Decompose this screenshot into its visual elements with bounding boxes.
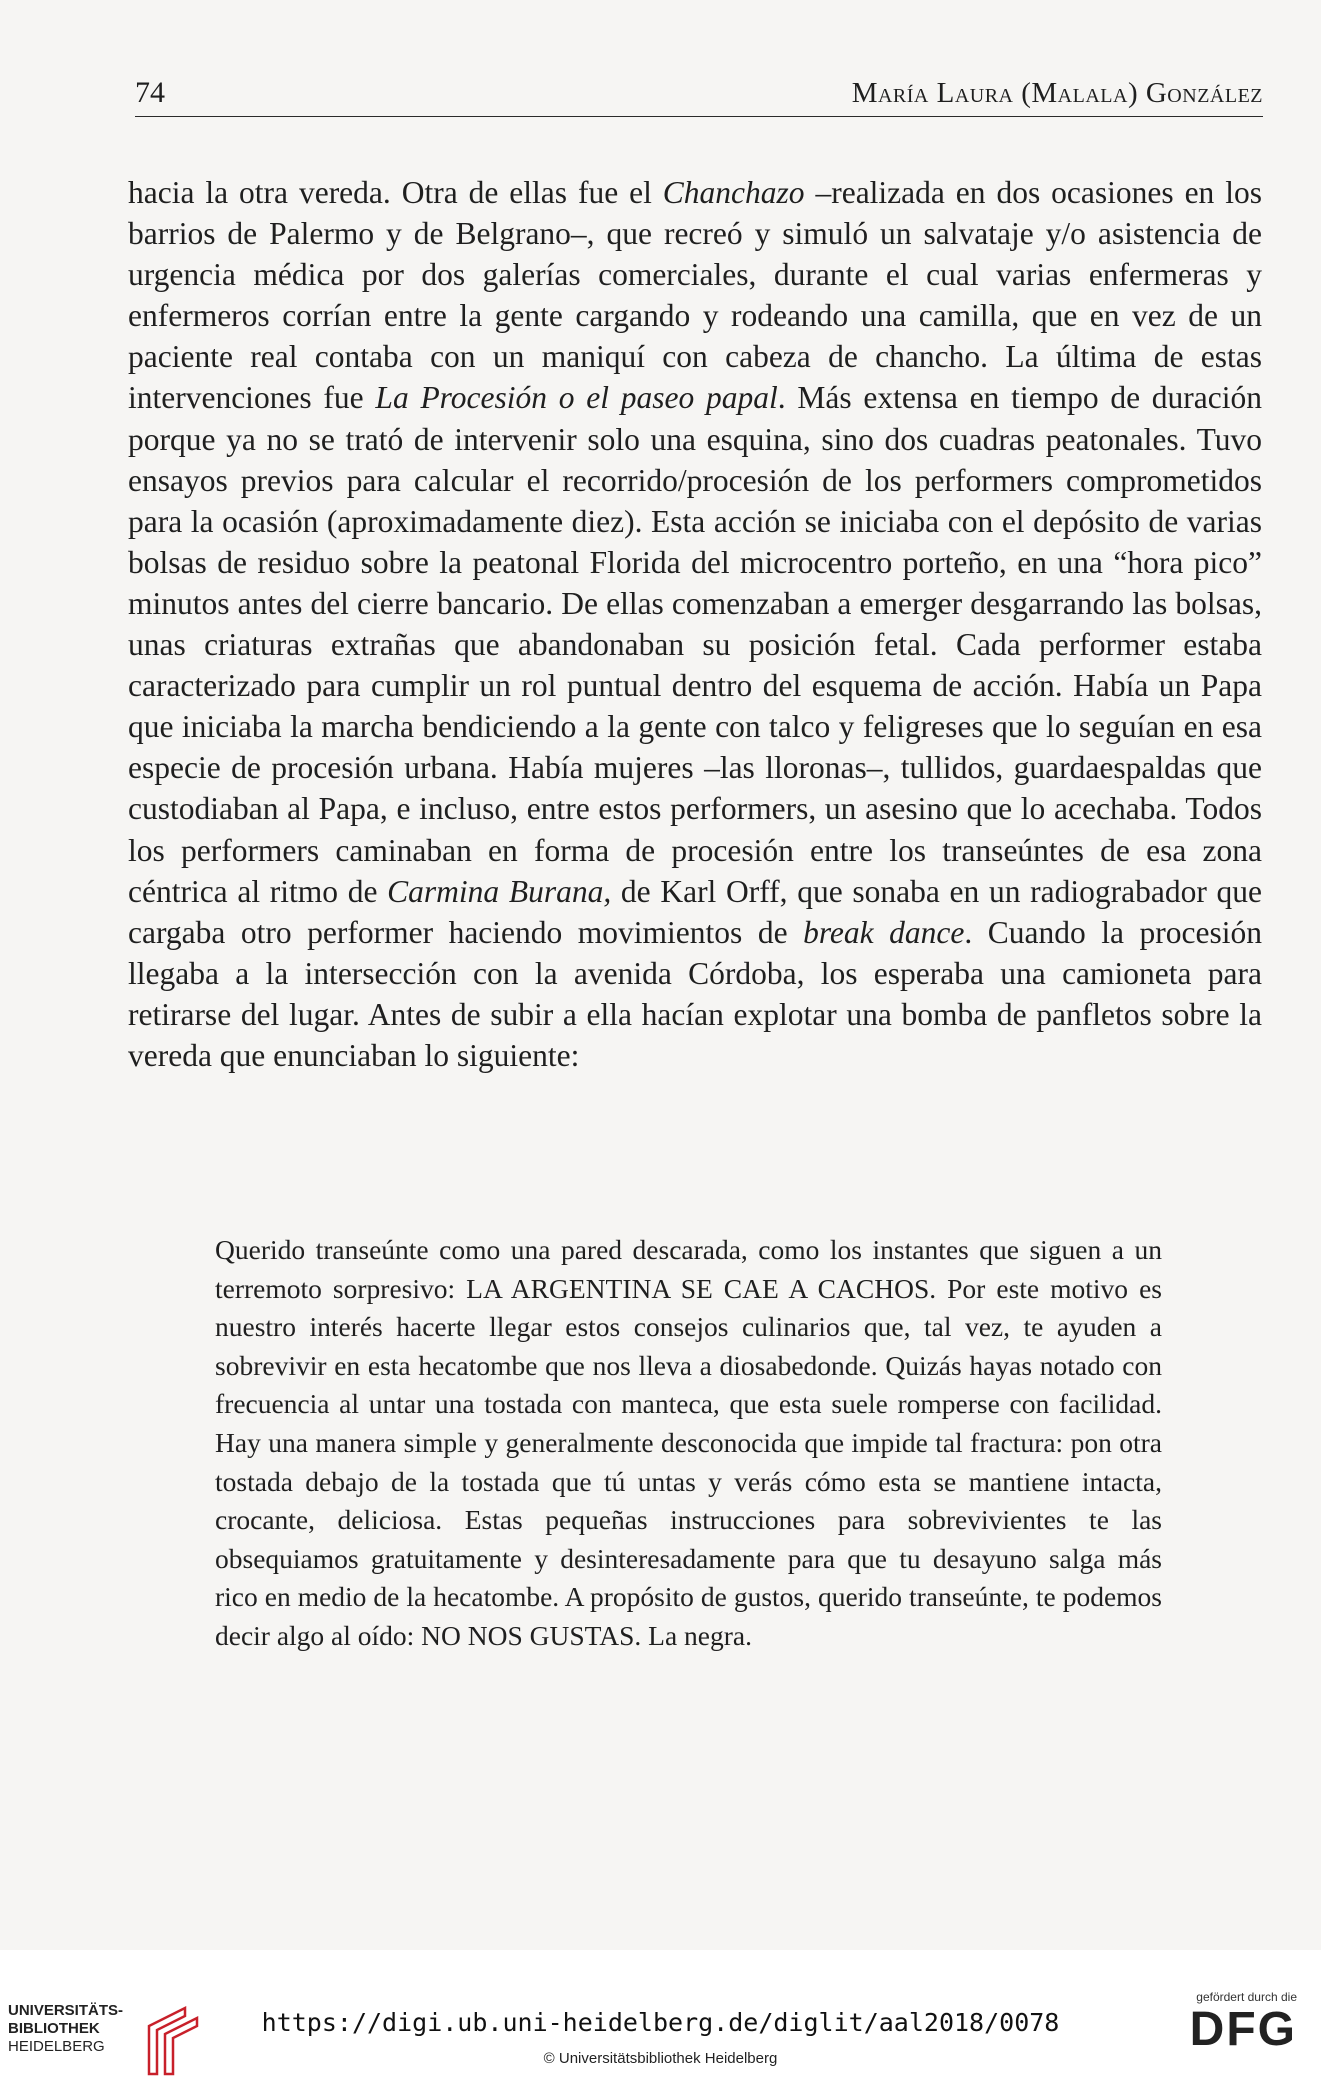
body-paragraph	[128, 172, 1262, 1076]
document-url-link[interactable]: https://digi.ub.uni-heidelberg.de/diglit/aal2018/0078	[261, 2008, 1060, 2037]
text-run: hacia la otra vereda. Otra de ellas fue el	[128, 175, 663, 210]
dfg-logo-icon: DFG	[1189, 2003, 1297, 2056]
block-quote	[215, 1231, 1162, 1656]
paragraph	[128, 172, 1262, 1076]
page-header	[135, 70, 1263, 117]
italic-title: La Procesión o el paseo papal	[375, 380, 778, 416]
library-name: UNIVERSITÄTS- BIBLIOTHEK HEIDELBERG	[8, 2002, 124, 2055]
text-run: de Karl Orff, que sonaba en un radiograbador que cargaba otro performer haciendo movimientos de	[128, 873, 1262, 950]
quote-text: Querido transeúnte como una pared descarada, como los instantes que siguen a un terremoto sorpresivo: LA ARGENTINA SE CAE A CACHOS. Por este motivo es nuestro interés hacerte llegar estos consejos culinarios que, tal vez, te ayuden a sobrevivir en esta hecatombe que nos lleva a diosabedonde. Quizás hayas notado con frecuencia al untar una tostada con manteca, que esta suele romperse con facilidad. Hay una manera simple y generalmente desconocida que impide tal fractura: pon otra tostada debajo de la tostada que tú untas y verás cómo esta se mantiene intacta, crocante, deliciosa. Estas pequeñas instrucciones para sobrevivientes te las obsequiamos gratuitamente y desinteresadamente para que tu desayuno salga más rico en medio de la hecatombe. A propósito de gustos, querido transeúnte, te podemos decir algo al oído: NO NOS GUSTAS. La negra.	[215, 1234, 1162, 1651]
viewer-footer	[0, 1950, 1321, 2085]
funding-label: gefördert durch die	[1196, 1990, 1297, 2004]
italic-title: Chanchazo	[662, 175, 805, 210]
page-number: 74	[135, 76, 165, 109]
italic-title: Carmina Burana,	[387, 873, 612, 909]
funder-logo[interactable]	[1177, 1990, 1297, 2080]
text-run: . Cuando la procesión llegaba a la intersección con la avenida Córdoba, los esperaba una camioneta para retirarse del lugar. Antes de subir a ella hacían explotar una bomba de panfletos sobre la vereda que enunciaban lo siguiente:	[128, 914, 1263, 1073]
running-head: María Laura (Malala) González	[851, 77, 1263, 109]
text-run: . Más extensa en tiempo de duración porque ya no se trató de intervenir solo una esquina, sino dos cuadras peatonales. Tuvo ensayos previos para calcular el recorrido/procesión de los performers comprometidos para la ocasión (aproximadamente diez). Esta acción se iniciaba con el depósito de varias bolsas de residuo sobre la peatonal Florida del microcentro porteño, en una “hora pico” minutos antes del cierre bancario. De ellas comenzaban a emerger desgarrando las bolsas, unas criaturas extrañas que abandonaban su posición fetal. Cada performer estaba caracterizado para cumplir un rol puntual dentro del esquema de acción. Había un Papa que iniciaba la marcha bendiciendo a la gente con talco y feligreses que lo seguían en esa especie de procesión urbana. Había mujeres –las lloronas–, tullidos, guardaespaldas que custodiaban al Papa, e incluso, entre estos performers, un asesino que lo acechaba. Todos los performers caminaban en forma de procesión entre los transeúntes de esa zona céntrica al ritmo de	[128, 380, 1263, 909]
text-run: –realizada en dos ocasiones en los barrios de Palermo y de Belgrano–, que recreó y simuló un salvataje y/o asistencia de urgencia médica por dos galerías comerciales, durante el cual varias enfermeras y enfermeros corrían entre la gente cargando y rodeando una camilla, que en vez de un paciente real contaba con un maniquí con cabeza de chancho. La última de estas intervenciones fue	[128, 175, 1262, 416]
copyright-notice: © Universitätsbibliothek Heidelberg	[543, 2050, 778, 2067]
italic-term: break dance	[803, 914, 965, 950]
